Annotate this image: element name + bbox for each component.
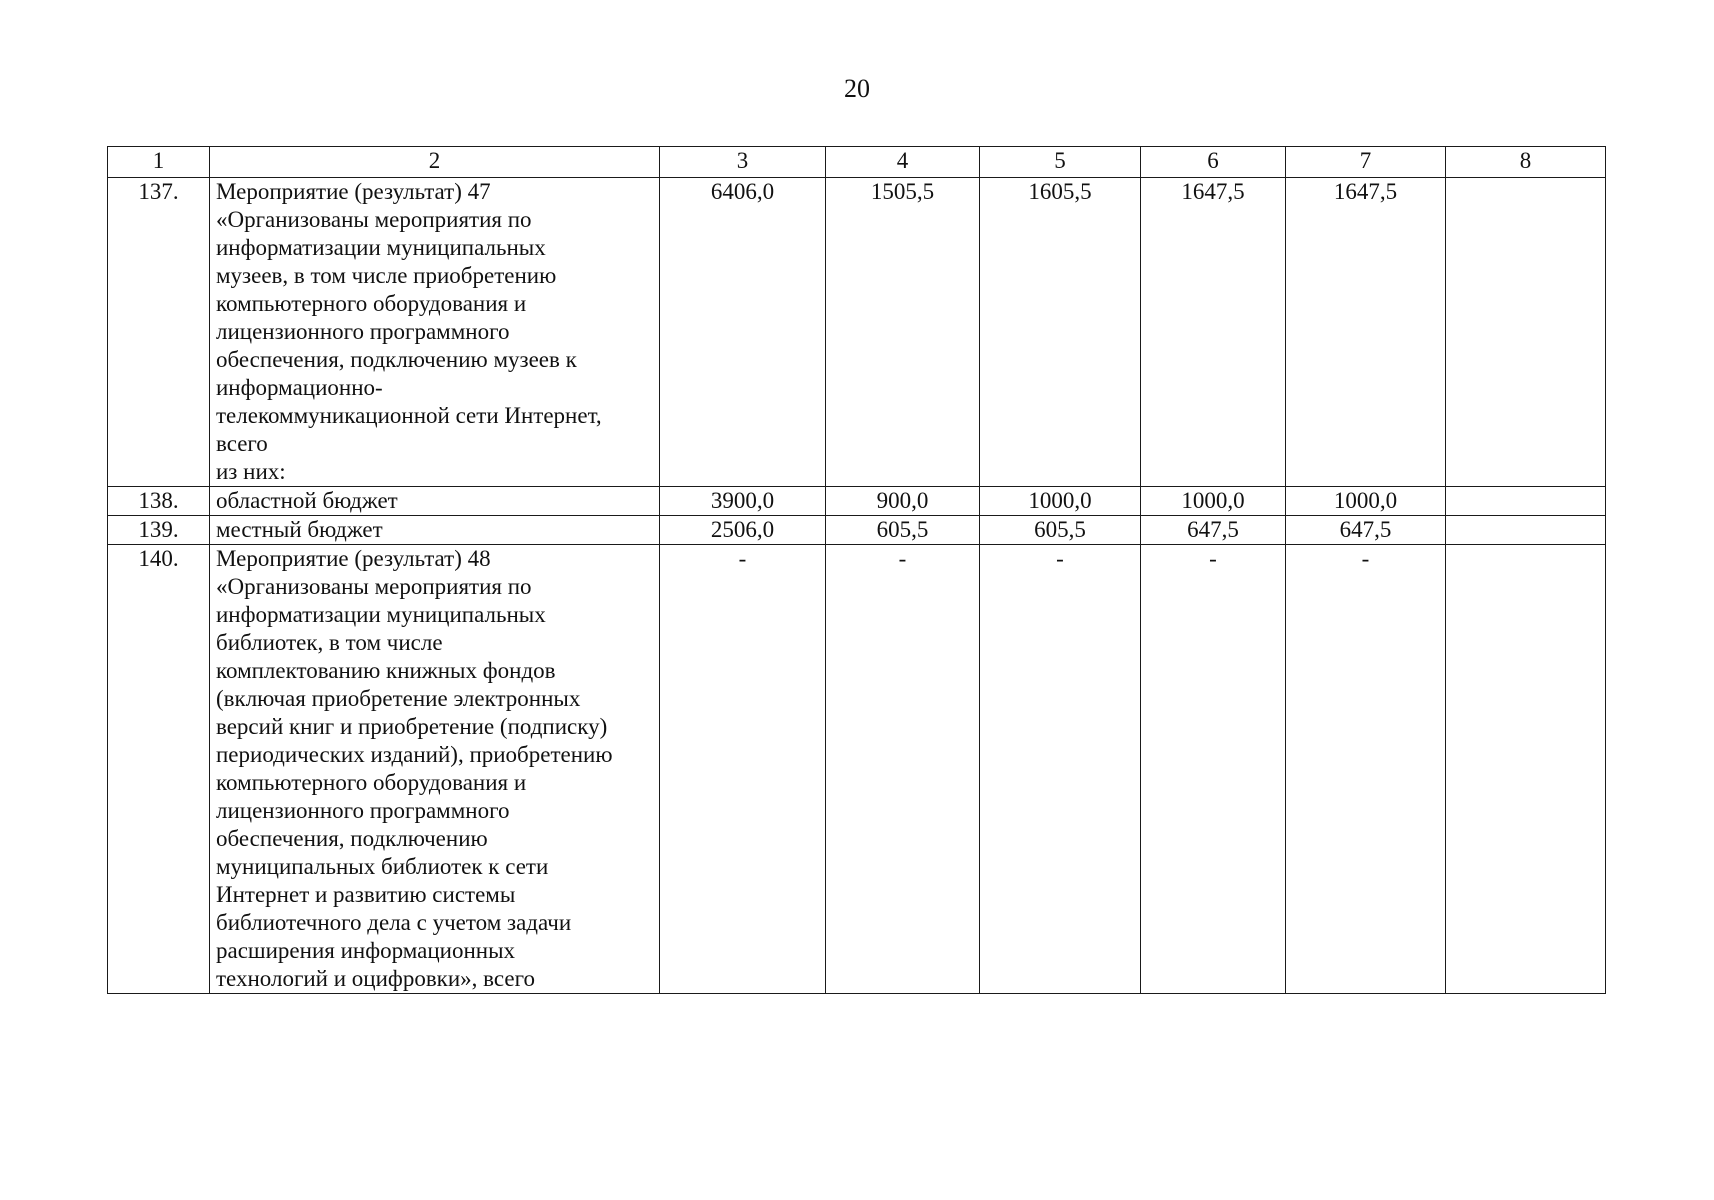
budget-table	[107, 146, 1606, 994]
description-line: обеспечения, подключению	[216, 826, 488, 851]
description-line: расширения информационных	[216, 938, 516, 963]
description-line: лицензионного программного	[216, 798, 510, 823]
description-line: Мероприятие (результат) 48	[216, 546, 491, 571]
description-cell	[210, 545, 660, 994]
description-line: информатизации муниципальных	[216, 235, 546, 260]
row-number-cell: 139.	[108, 516, 210, 545]
value-cell-col-8	[1446, 545, 1606, 994]
value-cell-col-3: 2506,0	[660, 516, 826, 545]
value-cell-col-4: 605,5	[826, 516, 980, 545]
description-line: информационно-	[216, 375, 383, 400]
description-line: «Организованы мероприятия по	[216, 207, 532, 232]
value-cell-col-6: 1000,0	[1141, 487, 1286, 516]
value-cell-col-5: -	[980, 545, 1141, 994]
value-cell-col-5: 1000,0	[980, 487, 1141, 516]
table-header-row	[108, 147, 1606, 178]
value-cell-col-4: 900,0	[826, 487, 980, 516]
value-cell-col-3: 3900,0	[660, 487, 826, 516]
column-header: 3	[660, 147, 826, 178]
value-cell-col-8	[1446, 178, 1606, 487]
column-header: 7	[1286, 147, 1446, 178]
value-cell-col-5: 605,5	[980, 516, 1141, 545]
description-line: (включая приобретение электронных	[216, 686, 581, 711]
value-cell-col-7: 1000,0	[1286, 487, 1446, 516]
value-cell-col-6: -	[1141, 545, 1286, 994]
row-number-cell: 138.	[108, 487, 210, 516]
description-line: муниципальных библиотек к сети	[216, 854, 549, 879]
table-row	[108, 516, 1606, 545]
description-line: из них:	[216, 459, 286, 484]
description-line: комплектованию книжных фондов	[216, 658, 556, 683]
page-number: 20	[844, 74, 870, 103]
description-line: информатизации муниципальных	[216, 602, 546, 627]
description-line: телекоммуникационной сети Интернет,	[216, 403, 602, 428]
description-line: всего	[216, 431, 268, 456]
value-cell-col-5: 1605,5	[980, 178, 1141, 487]
description-cell	[210, 487, 660, 516]
column-header: 5	[980, 147, 1141, 178]
value-cell-col-6: 647,5	[1141, 516, 1286, 545]
description-line: Интернет и развитию системы	[216, 882, 516, 907]
value-cell-col-7: 647,5	[1286, 516, 1446, 545]
description-cell	[210, 178, 660, 487]
value-cell-col-8	[1446, 516, 1606, 545]
column-header: 1	[108, 147, 210, 178]
row-number-cell: 140.	[108, 545, 210, 994]
value-cell-col-4: -	[826, 545, 980, 994]
description-line: версий книг и приобретение (подписку)	[216, 714, 608, 739]
column-header: 4	[826, 147, 980, 178]
column-header: 2	[210, 147, 660, 178]
description-line: компьютерного оборудования и	[216, 770, 527, 795]
table-body	[108, 147, 1606, 994]
description-line: Мероприятие (результат) 47	[216, 179, 491, 204]
column-header: 8	[1446, 147, 1606, 178]
description-line: «Организованы мероприятия по	[216, 574, 532, 599]
table-row	[108, 545, 1606, 994]
description-line: местный бюджет	[216, 517, 383, 542]
description-line: лицензионного программного	[216, 319, 510, 344]
value-cell-col-6: 1647,5	[1141, 178, 1286, 487]
value-cell-col-7: -	[1286, 545, 1446, 994]
description-line: библиотек, в том числе	[216, 630, 443, 655]
description-line: технологий и оцифровки», всего	[216, 966, 535, 991]
value-cell-col-4: 1505,5	[826, 178, 980, 487]
description-line: музеев, в том числе приобретению	[216, 263, 557, 288]
description-line: компьютерного оборудования и	[216, 291, 527, 316]
description-line: обеспечения, подключению музеев к	[216, 347, 577, 372]
value-cell-col-3: 6406,0	[660, 178, 826, 487]
description-line: областной бюджет	[216, 488, 398, 513]
table-row	[108, 487, 1606, 516]
description-line: библиотечного дела с учетом задачи	[216, 910, 572, 935]
value-cell-col-3: -	[660, 545, 826, 994]
table-row	[108, 178, 1606, 487]
description-line: периодических изданий), приобретению	[216, 742, 613, 767]
value-cell-col-7: 1647,5	[1286, 178, 1446, 487]
row-number-cell: 137.	[108, 178, 210, 487]
description-cell	[210, 516, 660, 545]
column-header: 6	[1141, 147, 1286, 178]
value-cell-col-8	[1446, 487, 1606, 516]
